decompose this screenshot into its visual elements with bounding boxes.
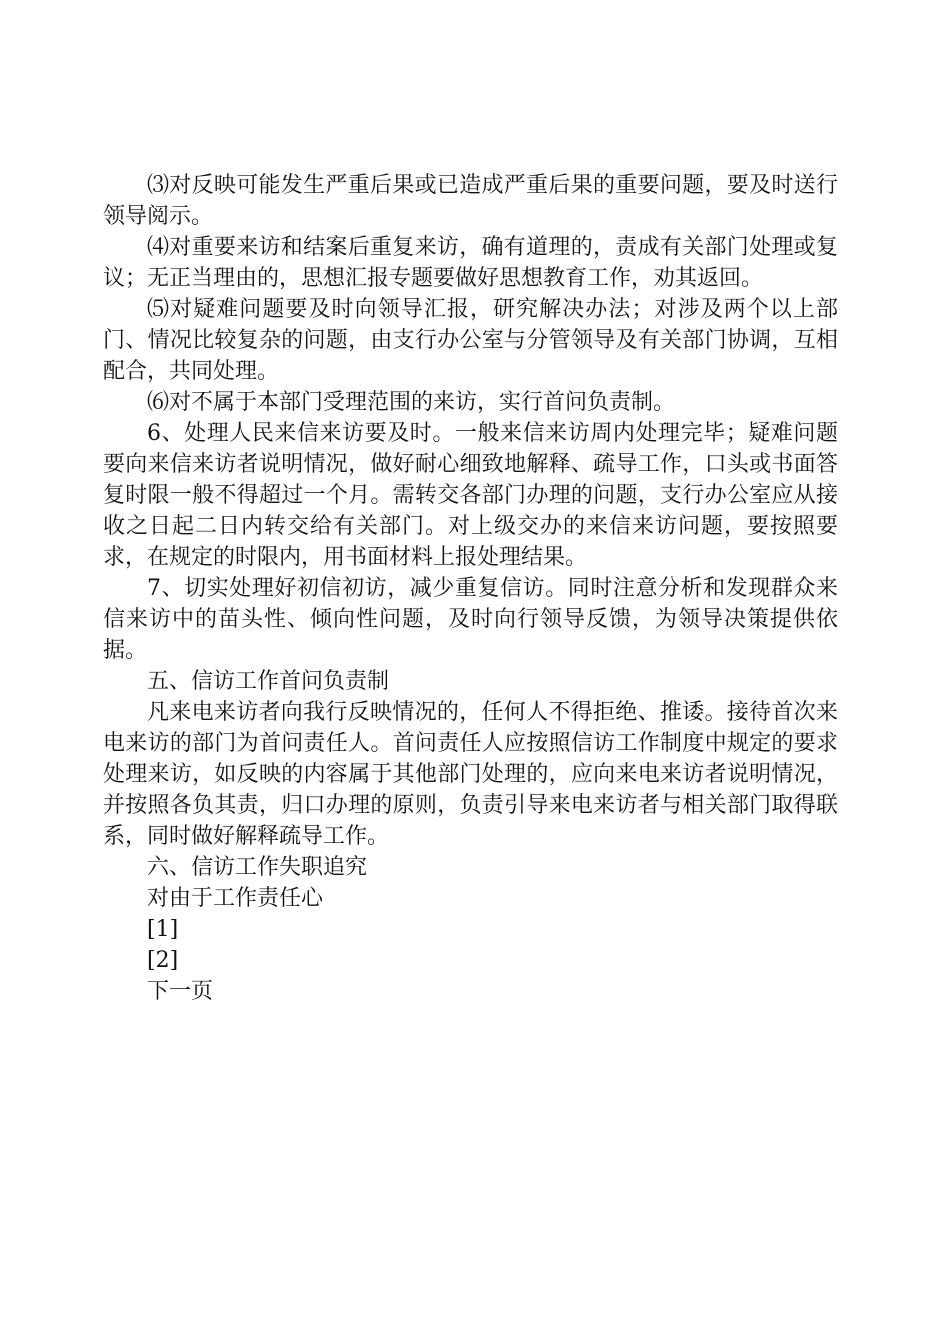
page-link-1[interactable]: [1] — [147, 917, 179, 942]
paragraph-rule-7: 7、切实处理好初信初访，减少重复信访。同时注意分析和发现群众来信来访中的苗头性、倾向性问题，及时向行领导反馈，为领导决策提供依据。 — [103, 576, 838, 663]
next-page-link[interactable]: 下一页 — [147, 979, 214, 1004]
page-link-2[interactable]: [2] — [147, 948, 179, 973]
paragraph-item-4: ⑷对重要来访和结案后重复来访，确有道理的，责成有关部门处理或复议；无正当理由的，思想汇报专题要做好思想教育工作，劝其返回。 — [103, 235, 838, 291]
paragraph-item-5: ⑸对疑难问题要及时向领导汇报，研究解决办法；对涉及两个以上部门、情况比较复杂的问题，由支行办公室与分管领导及有关部门协调，互相配合，共同处理。 — [103, 297, 838, 384]
paragraph-rule-6: 6、处理人民来信来访要及时。一般来信来访周内处理完毕；疑难问题要向来信来访者说明情况，做好耐心细致地解释、疏导工作，口头或书面答复时限一般不得超过一个月。需转交各部门办理的问题，支行办公室应从接收之日起二日内转交给有关部门。对上级交办的来信来访问题，要按照要求，在规定的时限内，用书面材料上报处理结果。 — [103, 421, 838, 570]
paragraph-item-6: ⑹对不属于本部门受理范围的来访，实行首问负责制。 — [147, 390, 676, 415]
paragraph-first-responsibility: 凡来电来访者向我行反映情况的，任何人不得拒绝、推诿。接待首次来电来访的部门为首问责任人。首问责任人应按照信访工作制度中规定的要求处理来访，如反映的内容属于其他部门处理的，应向来电来访者说明情况，并按照各负其责，归口办理的原则，负责引导来电来访者与相关部门取得联系，同时做好解释疏导工作。 — [103, 700, 838, 849]
document-body — [103, 170, 838, 1007]
paragraph-item-3: ⑶对反映可能发生严重后果或已造成严重后果的重要问题，要及时送行领导阅示。 — [103, 173, 838, 229]
paragraph-truncated: 对由于工作责任心 — [147, 886, 324, 911]
section-heading-6: 六、信访工作失职追究 — [147, 855, 368, 880]
section-heading-5: 五、信访工作首问负责制 — [147, 669, 390, 694]
